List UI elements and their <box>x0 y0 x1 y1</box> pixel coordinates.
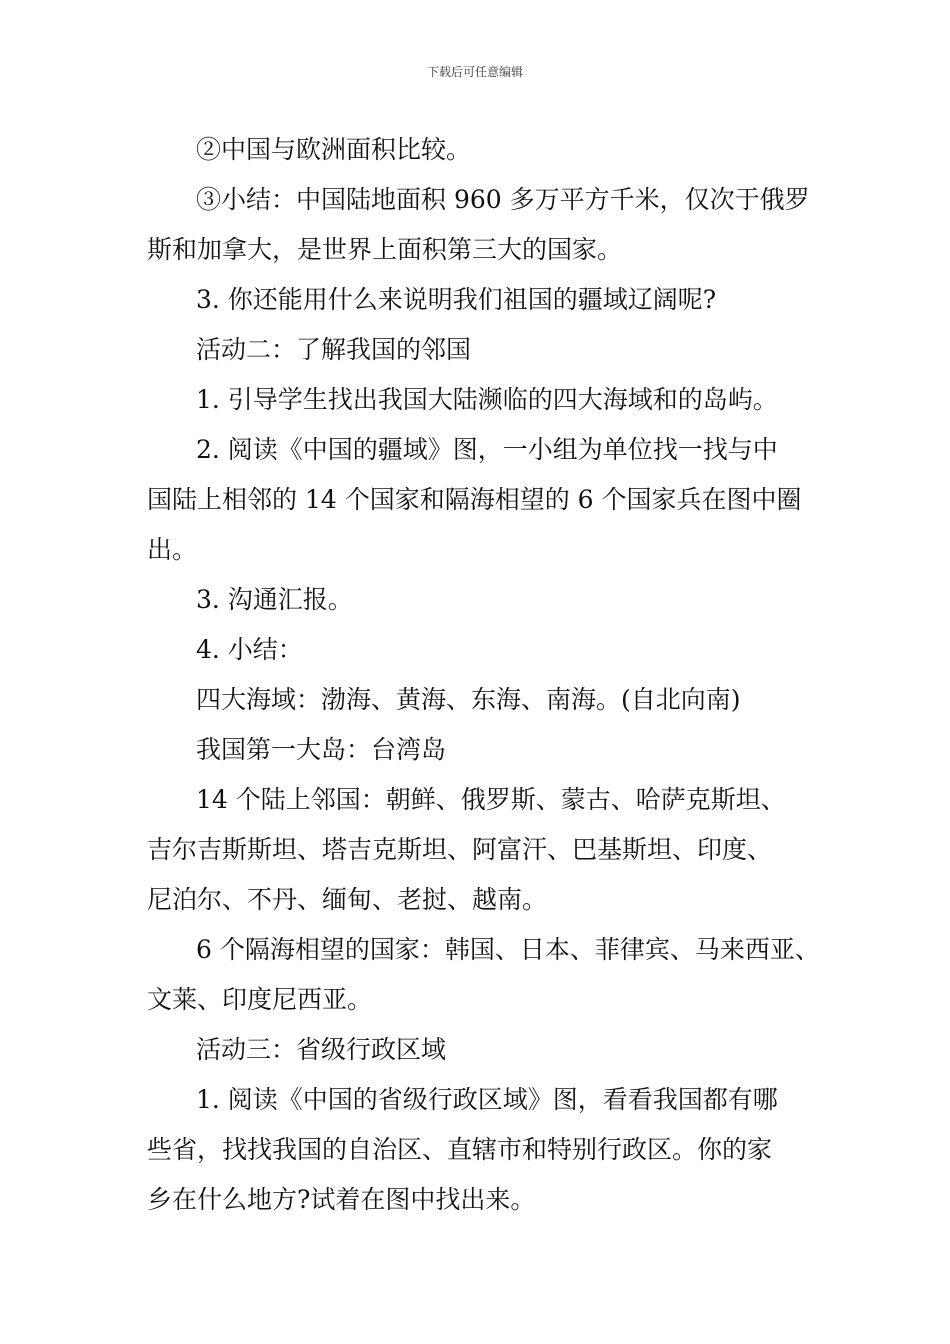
text-line: 6 个隔海相望的国家：韩国、日本、菲律宾、马来西亚、 <box>196 935 820 964</box>
text-line: 些省，找找我国的自治区、直辖市和特别行政区。你的家 <box>147 1135 773 1164</box>
text-line: 斯和加拿大，是世界上面积第三大的国家。 <box>147 235 623 264</box>
text-line: 3. 沟通汇报。 <box>196 585 353 614</box>
text-line: 文莱、印度尼西亚。 <box>147 985 373 1014</box>
text-line: 国陆上相邻的 14 个国家和隔海相望的 6 个国家兵在图中圈 <box>147 485 802 514</box>
text-line: 2. 阅读《中国的疆域》图，一小组为单位找一找与中 <box>196 435 778 464</box>
text-line: 乡在什么地方?试着在图中找出来。 <box>147 1185 536 1214</box>
text-line: 吉尔吉斯斯坦、塔吉克斯坦、阿富汗、巴基斯坦、印度、 <box>147 835 773 864</box>
page-header: 下载后可任意编辑 <box>426 65 523 79</box>
section-heading: 活动三：省级行政区域 <box>196 1035 447 1064</box>
text-line: 14 个陆上邻国：朝鲜、俄罗斯、蒙古、哈萨克斯坦、 <box>196 785 786 814</box>
section-heading: 活动二：了解我国的邻国 <box>196 335 472 364</box>
text-line: ③小结：中国陆地面积 960 多万平方千米，仅次于俄罗 <box>196 185 810 214</box>
text-line: 我国第一大岛：台湾岛 <box>196 735 447 764</box>
text-line: ②中国与欧洲面积比较。 <box>196 135 472 164</box>
text-line: 1. 引导学生找出我国大陆濒临的四大海域和的岛屿。 <box>196 385 778 414</box>
text-line: 尼泊尔、不丹、缅甸、老挝、越南。 <box>147 885 548 914</box>
text-line: 四大海域：渤海、黄海、东海、南海。(自北向南) <box>196 685 741 714</box>
text-line: 3. 你还能用什么来说明我们祖国的疆域辽阔呢? <box>196 285 717 314</box>
text-line: 出。 <box>147 535 198 564</box>
text-line: 1. 阅读《中国的省级行政区域》图，看看我国都有哪 <box>196 1085 778 1114</box>
text-line: 4. 小结： <box>196 635 303 664</box>
